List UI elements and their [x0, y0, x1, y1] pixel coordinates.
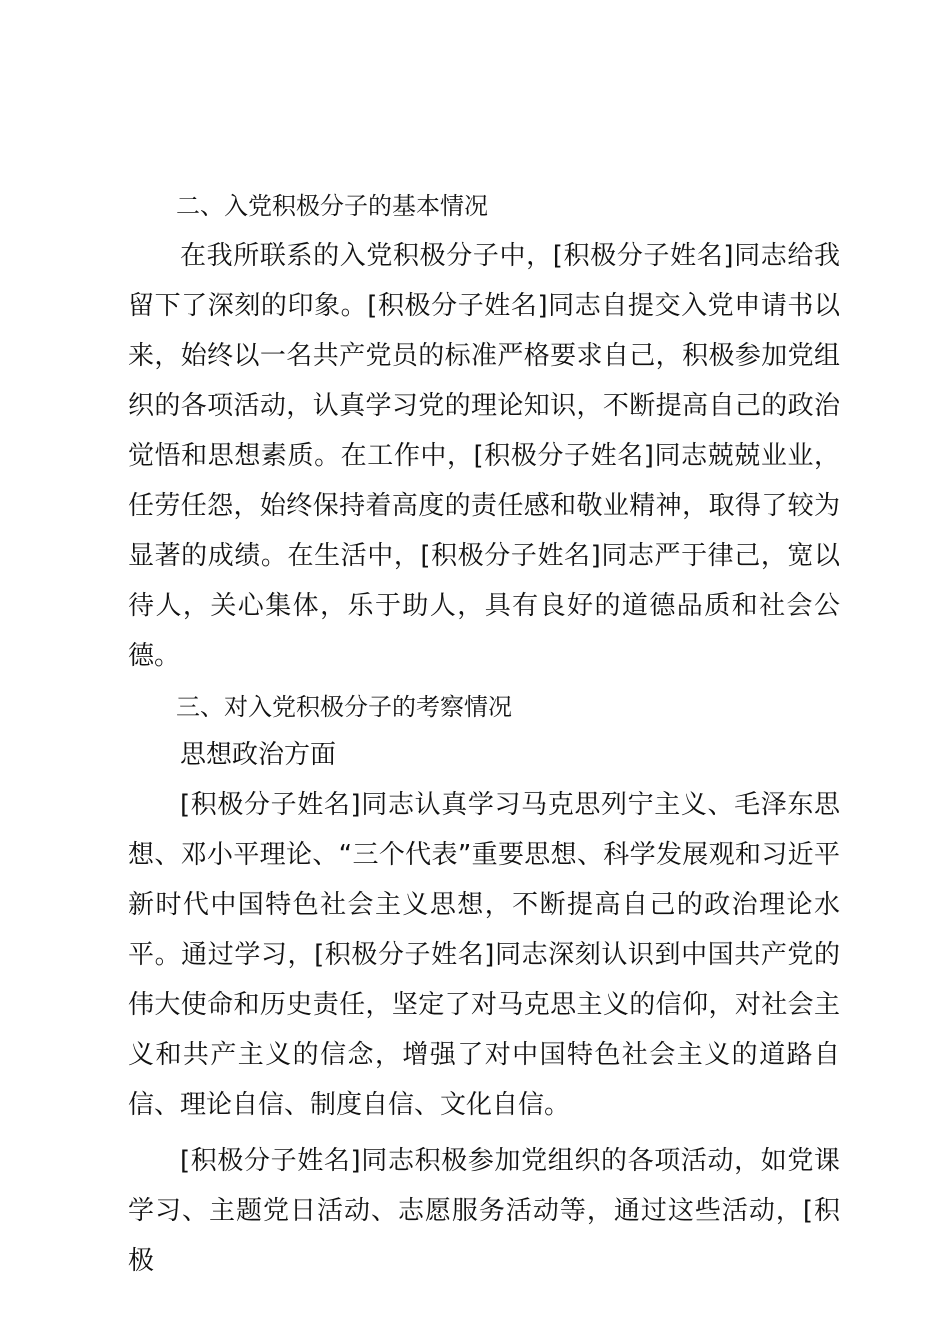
- paragraph-party-activities: [积极分子姓名]同志积极参加党组织的各项活动，如党课学习、主题党日活动、志愿服务活动等，通过这些活动，[积极: [128, 1146, 840, 1276]
- paragraph-basic-info: 在我所联系的入党积极分子中，[积极分子姓名]同志给我留下了深刻的印象。[积极分子姓名]同志自提交入党申请书以来，始终以一名共产党员的标准严格要求自己，积极参加党组织的各项活动，认真学习党的理论知识，不断提高自己的政治觉悟和思想素质。在工作中，[积极分子姓名]同志兢兢业业，任劳任怨，始终保持着高度的责任感和敬业精神，取得了较为显著的成绩。在生活中，[积极分子姓名]同志严于律己，宽以待人，关心集体，乐于助人，具有良好的道德品质和社会公德。: [128, 241, 840, 671]
- section-heading-basic-info: 二、入党积极分子的基本情况: [176, 192, 488, 220]
- document-body: [128, 186, 840, 1286]
- section-heading-inspection: 三、对入党积极分子的考察情况: [176, 693, 512, 721]
- paragraph-political-study: [积极分子姓名]同志认真学习马克思列宁主义、毛泽东思想、邓小平理论、“三个代表”重要思想、科学发展观和习近平新时代中国特色社会主义思想，不断提高自己的政治理论水平。通过学习，[积极分子姓名]同志深刻认识到中国共产党的伟大使命和历史责任，坚定了对马克思主义的信仰，对社会主义和共产主义的信念，增强了对中国特色社会主义的道路自信、理论自信、制度自信、文化自信。: [128, 790, 840, 1120]
- subheading-political-thought: 思想政治方面: [180, 740, 337, 770]
